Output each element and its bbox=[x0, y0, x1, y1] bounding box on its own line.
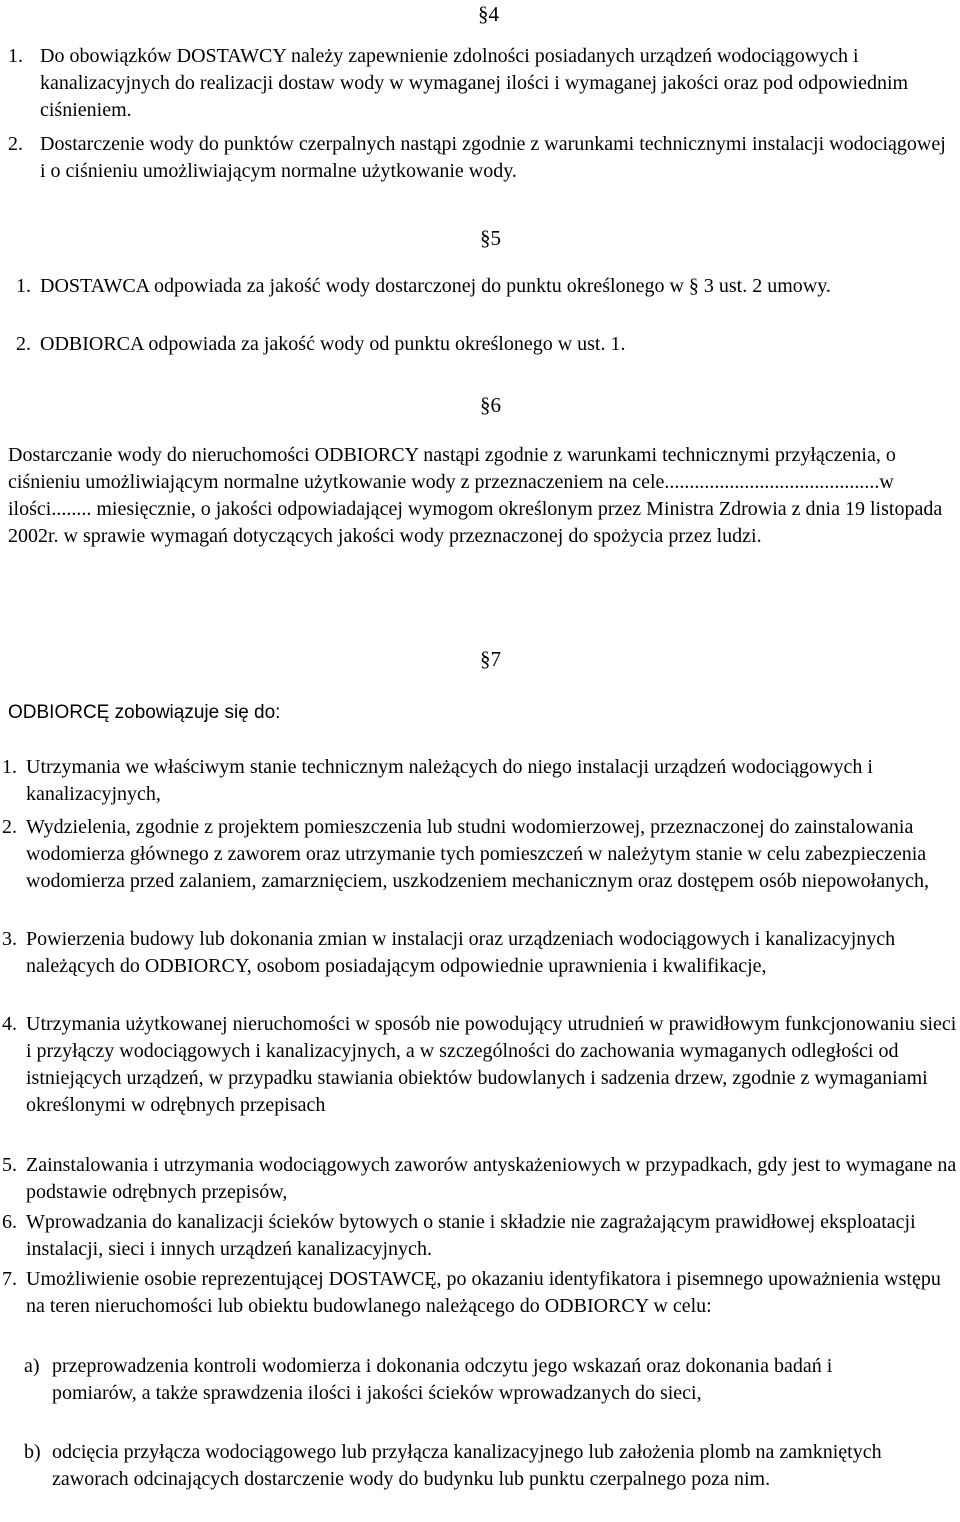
subitem-text: przeprowadzenia kontroli wodomierza i dokonania odczytu jego wskazań oraz dokonania badań i pomiarów, a także sprawdzenia ilości i jakości ścieków wprowadzanych do sieci, bbox=[52, 1355, 833, 1404]
item-number: 7. bbox=[2, 1268, 17, 1290]
item-number: 2. bbox=[8, 133, 23, 155]
section-7-item-4 bbox=[2, 1011, 957, 1119]
section-5-heading: §5 bbox=[480, 226, 501, 250]
subitem-letter: a) bbox=[24, 1355, 40, 1377]
section-7-item-7 bbox=[2, 1266, 957, 1320]
section-7-item-5 bbox=[2, 1152, 957, 1206]
item-text: DOSTAWCA odpowiada za jakość wody dostarczonej do punktu określonego w § 3 ust. 2 umowy. bbox=[40, 275, 831, 297]
section-7-subitem-b bbox=[24, 1439, 924, 1493]
item-number: 5. bbox=[2, 1154, 17, 1176]
subitem-letter: b) bbox=[24, 1441, 41, 1463]
item-number: 2. bbox=[16, 333, 31, 355]
item-text: Dostarczenie wody do punktów czerpalnych nastąpi zgodnie z warunkami technicznymi instalacji wodociągowej i o ciśnieniu umożliwiającym normalne użytkowanie wody. bbox=[40, 133, 946, 182]
item-number: 2. bbox=[2, 816, 17, 838]
section-7-heading: §7 bbox=[480, 647, 501, 671]
section-7-item-3 bbox=[2, 926, 957, 980]
item-number: 1. bbox=[8, 45, 23, 67]
item-number: 1. bbox=[2, 756, 17, 778]
item-number: 1. bbox=[16, 275, 31, 297]
item-text: Utrzymania użytkowanej nieruchomości w sposób nie powodujący utrudnień w prawidłowym funkcjonowaniu sieci i przyłączy wodociągowych i kanalizacyjnych, a w szczególności do zachowania wymaganych odległości od istniejących urządzeń, w przypadku stawiania obiektów budowlanych i sadzenia drzew, zgodnie z wymaganiami określonymi w odrębnych przepisach bbox=[26, 1013, 957, 1116]
item-text: Wydzielenia, zgodnie z projektem pomieszczenia lub studni wodomierzowej, przeznaczonej do zainstalowania wodomierza głównego z zaworem oraz utrzymanie tych pomieszczeń w należytym stanie w celu zabezpieczenia wodomierza przed zalaniem, zamarznięciem, uszkodzeniem mechanicznym oraz dostępem osób niepowołanych, bbox=[26, 816, 929, 892]
section-4-item-2 bbox=[8, 131, 953, 185]
item-text: Umożliwienie osobie reprezentującej DOSTAWCĘ, po okazaniu identyfikatora i pisemnego upoważnienia wstępu na teren nieruchomości lub obiektu budowlanego należącego do ODBIORCY w celu: bbox=[26, 1268, 941, 1317]
section-5-item-1 bbox=[16, 273, 951, 300]
item-text: Powierzenia budowy lub dokonania zmian w instalacji oraz urządzeniach wodociągowych i kanalizacyjnych należących do ODBIORCY, osobom posiadającym odpowiednie uprawnienia i kwalifikacje, bbox=[26, 928, 896, 977]
item-number: 4. bbox=[2, 1013, 17, 1035]
item-number: 3. bbox=[2, 928, 17, 950]
section-4-item-1 bbox=[8, 43, 953, 124]
section-7-subitem-a bbox=[24, 1353, 904, 1407]
section-7-item-6 bbox=[2, 1209, 957, 1263]
item-number: 6. bbox=[2, 1211, 17, 1233]
section-6-heading: §6 bbox=[480, 393, 501, 417]
item-text: Zainstalowania i utrzymania wodociągowych zaworów antyskażeniowych w przypadkach, gdy jest to wymagane na podstawie odrębnych przepisów, bbox=[26, 1154, 957, 1203]
section-7-item-2 bbox=[2, 814, 957, 895]
item-text: ODBIORCA odpowiada za jakość wody od punktu określonego w ust. 1. bbox=[40, 333, 626, 355]
item-text: Utrzymania we właściwym stanie technicznym należących do niego instalacji urządzeń wodociągowych i kanalizacyjnych, bbox=[26, 756, 873, 805]
section-5-item-2 bbox=[16, 331, 951, 358]
section-7-intro: ODBIORCĘ zobowiązuje się do: bbox=[8, 702, 281, 723]
section-4-heading: §4 bbox=[478, 2, 499, 26]
subitem-text: odcięcia przyłącza wodociągowego lub przyłącza kanalizacyjnego lub założenia plomb na zamkniętych zaworach odcinających dostarczenie wody do budynku lub punktu czerpalnego poza nim. bbox=[52, 1441, 882, 1490]
item-text: Do obowiązków DOSTAWCY należy zapewnienie zdolności posiadanych urządzeń wodociągowych i kanalizacyjnych do realizacji dostaw wody w wymaganej ilości i wymaganej jakości oraz pod odpowiednim ciśnieniem. bbox=[40, 45, 909, 121]
item-text: Wprowadzania do kanalizacji ścieków bytowych o stanie i składzie nie zagrażającym prawidłowej eksploatacji instalacji, sieci i innych urządzeń kanalizacyjnych. bbox=[26, 1211, 916, 1260]
section-6-paragraph: Dostarczanie wody do nieruchomości ODBIORCY nastąpi zgodnie z warunkami technicznymi przyłączenia, o ciśnieniu umożliwiającym normalne użytkowanie wody z przeznaczeniem na cele...........................................w ilości........ miesięcznie, o jakości odpowiadającej wymogom określonym przez Ministra Zdrowia z dnia 19 listopada 2002r. w sprawie wymagań dotyczących jakości wody przeznaczonej do spożycia przez ludzi. bbox=[8, 444, 943, 547]
section-7-item-1 bbox=[2, 754, 957, 808]
